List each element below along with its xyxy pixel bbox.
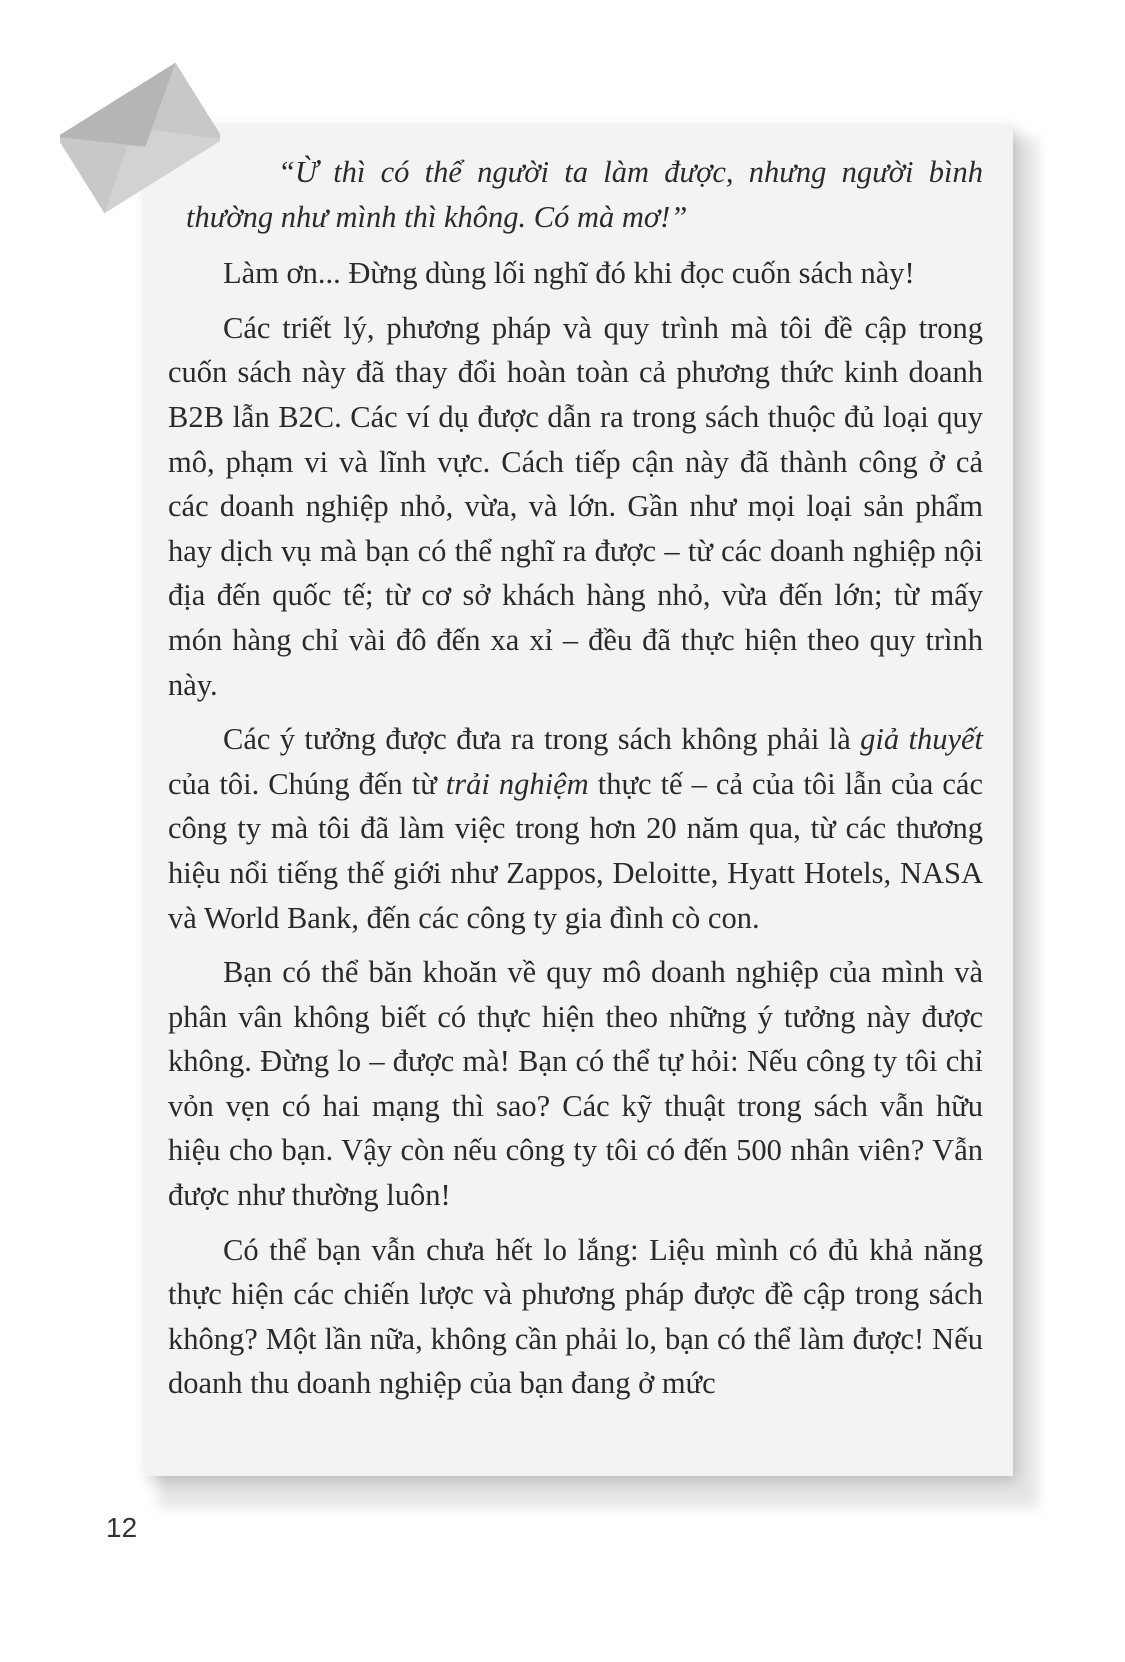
paragraph-3	[168, 717, 983, 940]
paragraph-3-part-c: của tôi. Chúng đến từ	[168, 766, 446, 801]
paragraph-3-part-a: Các ý tưởng được đưa ra trong sách không phải là	[223, 722, 861, 757]
emphasis-experience: trải nghiệm	[445, 766, 589, 801]
paragraph-1: Làm ơn... Đừng dùng lối nghĩ đó khi đọc cuốn sách này!	[223, 256, 915, 291]
paragraph-4: Bạn có thể băn khoăn về quy mô doanh nghiệp của mình và phân vân không biết có thực hiện theo những ý tưởng này được không. Đừng lo – được mà! Bạn có thể tự hỏi: Nếu công ty tôi chỉ vỏn vẹn có hai mạng thì sao? Các kỹ thuật trong sách vẫn hữu hiệu cho bạn. Vậy còn nếu công ty tôi có đến 500 nhân viên? Vẫn được như thường luôn!	[168, 955, 983, 1213]
paragraph-3-part-e: thực tế – cả của tôi lẫn của các công ty mà tôi đã làm việc trong hơn 20 năm qua, từ các thương hiệu nổi tiếng thế giới như Zappos, Deloitte, Hyatt Hotels, NASA và World Bank, đến các công ty gia đình cò con.	[168, 766, 983, 935]
page-number: 12	[106, 1512, 138, 1543]
emphasis-hypothesis: giả thuyết	[860, 722, 984, 757]
paragraph-5: Có thể bạn vẫn chưa hết lo lắng: Liệu mình có đủ khả năng thực hiện các chiến lược và phương pháp được đề cập trong sách không? Một lần nữa, không cần phải lo, bạn có thể làm được! Nếu doanh thu doanh nghiệp của bạn đang ở mức	[168, 1232, 983, 1401]
paragraph-2: Các triết lý, phương pháp và quy trình mà tôi đề cập trong cuốn sách này đã thay đổi hoàn toàn cả phương thức kinh doanh B2B lẫn B2C. Các ví dụ được dẫn ra trong sách thuộc đủ loại quy mô, phạm vi và lĩnh vực. Cách tiếp cận này đã thành công ở cả các doanh nghiệp nhỏ, vừa, và lớn. Gần như mọi loại sản phẩm hay dịch vụ mà bạn có thể nghĩ ra được – từ các doanh nghiệp nội địa đến quốc tế; từ cơ sở khách hàng nhỏ, vừa đến lớn; từ mấy món hàng chỉ vài đô đến xa xỉ – đều đã thực hiện theo quy trình này.	[168, 310, 983, 702]
opening-quote: “Ừ thì có thể người ta làm được, nhưng người bình thường như mình thì không. Có mà mơ!”	[186, 155, 983, 234]
book-text	[168, 150, 983, 1416]
